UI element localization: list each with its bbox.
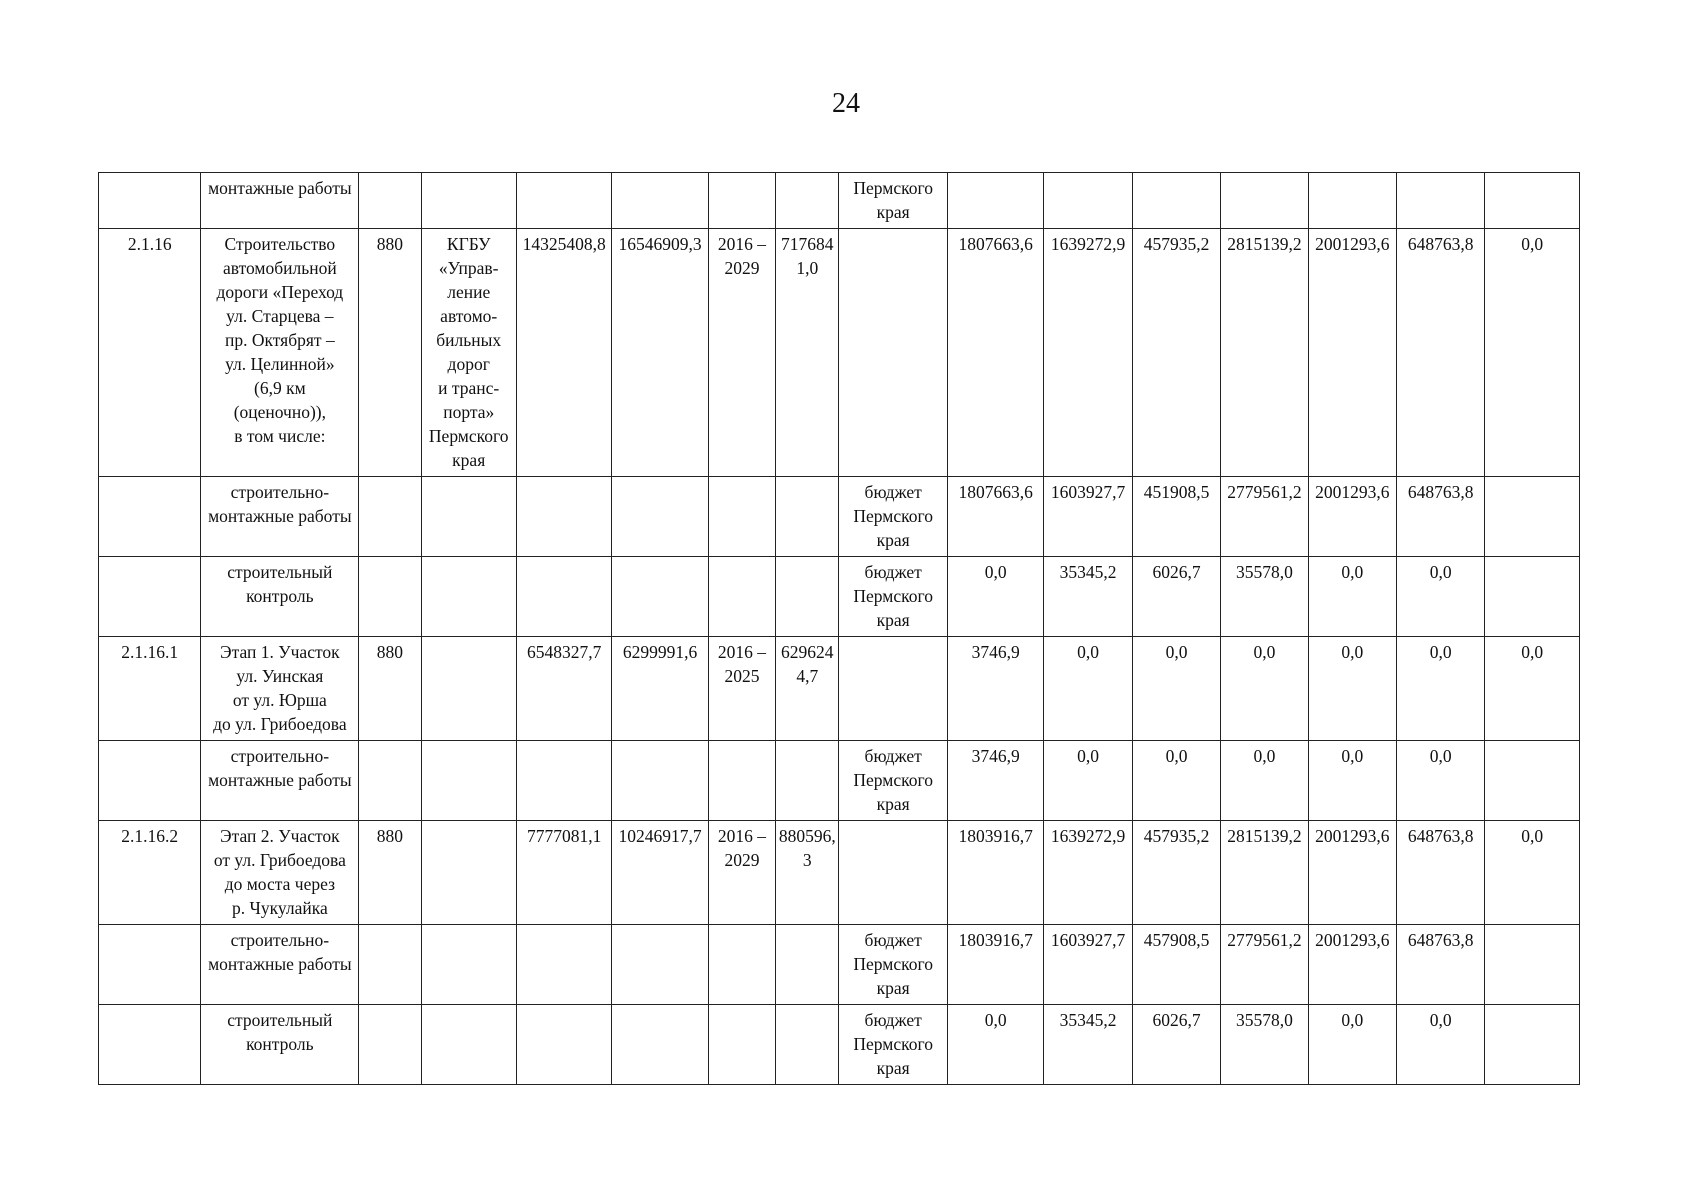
year-3-amount: 451908,5 (1132, 477, 1220, 557)
total-cost-cell (516, 1005, 611, 1085)
item-code: 2.1.16.1 (99, 637, 201, 741)
estimated-cost-cell: 6299991,6 (612, 637, 708, 741)
estimated-cost-cell (612, 173, 708, 229)
item-name: Строительство автомобильной дороги «Переход ул. Старцева – пр. Октябрят – ул. Целинной» (6,9 км (оценочно)), в том числе: (201, 229, 359, 477)
period-cell: 2016 – 2025 (708, 637, 775, 741)
estimated-cost-cell (612, 1005, 708, 1085)
period-cell: 2016 – 2029 (708, 229, 775, 477)
year-1-amount: 0,0 (947, 557, 1043, 637)
year-3-amount: 457935,2 (1132, 229, 1220, 477)
page-number: 24 (832, 88, 860, 119)
estimated-cost-cell: 10246917,7 (612, 821, 708, 925)
table-row (99, 557, 1580, 637)
year-6-amount: 0,0 (1397, 741, 1485, 821)
year-5-amount: 2001293,6 (1308, 477, 1396, 557)
year-7-amount (1485, 925, 1580, 1005)
year-5-amount: 2001293,6 (1308, 229, 1396, 477)
estimated-cost-cell (612, 557, 708, 637)
year-6-amount (1397, 173, 1485, 229)
year-5-amount: 2001293,6 (1308, 821, 1396, 925)
period-cell (708, 477, 775, 557)
object-row (99, 821, 1580, 925)
funding-source-cell (839, 821, 948, 925)
item-name: монтажные работы (201, 173, 359, 229)
year-2-amount: 1603927,7 (1044, 477, 1132, 557)
item-code-880 (359, 741, 421, 821)
executor-cell (421, 1005, 516, 1085)
year-2-amount: 1639272,9 (1044, 821, 1132, 925)
executor-cell (421, 477, 516, 557)
item-code (99, 173, 201, 229)
item-code (99, 557, 201, 637)
funding-source-cell: Пермского края (839, 173, 948, 229)
year-3-amount: 6026,7 (1132, 1005, 1220, 1085)
executor-cell (421, 925, 516, 1005)
table-row (99, 925, 1580, 1005)
item-code: 2.1.16.2 (99, 821, 201, 925)
remaining-cost-cell: 880596, 3 (776, 821, 839, 925)
period-cell (708, 1005, 775, 1085)
funding-source-cell: бюджет Пермского края (839, 557, 948, 637)
year-4-amount: 35578,0 (1221, 1005, 1308, 1085)
remaining-cost-cell (776, 741, 839, 821)
year-1-amount: 1803916,7 (947, 925, 1043, 1005)
year-4-amount: 2815139,2 (1221, 229, 1308, 477)
item-name: строительный контроль (201, 557, 359, 637)
total-cost-cell (516, 741, 611, 821)
remaining-cost-cell: 629624 4,7 (776, 637, 839, 741)
table-row (99, 1005, 1580, 1085)
period-cell (708, 173, 775, 229)
item-code-880: 880 (359, 821, 421, 925)
estimated-cost-cell (612, 925, 708, 1005)
item-name: строительный контроль (201, 1005, 359, 1085)
estimated-cost-cell: 16546909,3 (612, 229, 708, 477)
year-4-amount: 2779561,2 (1221, 477, 1308, 557)
year-6-amount: 0,0 (1397, 1005, 1485, 1085)
item-code (99, 741, 201, 821)
item-code-880 (359, 557, 421, 637)
item-code (99, 477, 201, 557)
funding-source-cell: бюджет Пермского края (839, 925, 948, 1005)
item-code (99, 1005, 201, 1085)
year-5-amount: 2001293,6 (1308, 925, 1396, 1005)
object-row (99, 229, 1580, 477)
estimated-cost-cell (612, 741, 708, 821)
funding-source-cell: бюджет Пермского края (839, 741, 948, 821)
total-cost-cell (516, 477, 611, 557)
object-row (99, 637, 1580, 741)
item-name: Этап 2. Участок от ул. Грибоедова до моста через р. Чукулайка (201, 821, 359, 925)
year-2-amount: 35345,2 (1044, 1005, 1132, 1085)
item-code (99, 925, 201, 1005)
period-cell (708, 741, 775, 821)
remaining-cost-cell (776, 925, 839, 1005)
year-6-amount: 0,0 (1397, 557, 1485, 637)
item-code-880: 880 (359, 637, 421, 741)
year-6-amount: 648763,8 (1397, 925, 1485, 1005)
year-4-amount: 2779561,2 (1221, 925, 1308, 1005)
remaining-cost-cell (776, 557, 839, 637)
remaining-cost-cell: 717684 1,0 (776, 229, 839, 477)
year-3-amount: 6026,7 (1132, 557, 1220, 637)
executor-cell: КГБУ «Управ- ление автомо- бильных дорог и транс- порта» Пермского края (421, 229, 516, 477)
year-6-amount: 0,0 (1397, 637, 1485, 741)
year-4-amount: 0,0 (1221, 741, 1308, 821)
period-cell (708, 925, 775, 1005)
table-row (99, 477, 1580, 557)
funding-source-cell: бюджет Пермского края (839, 477, 948, 557)
budget-table (98, 172, 1580, 1085)
year-1-amount: 0,0 (947, 1005, 1043, 1085)
year-1-amount: 1803916,7 (947, 821, 1043, 925)
item-code-880 (359, 477, 421, 557)
year-2-amount (1044, 173, 1132, 229)
item-name: Этап 1. Участок ул. Уинская от ул. Юрша до ул. Грибоедова (201, 637, 359, 741)
year-5-amount: 0,0 (1308, 1005, 1396, 1085)
year-7-amount (1485, 557, 1580, 637)
estimated-cost-cell (612, 477, 708, 557)
executor-cell (421, 821, 516, 925)
funding-source-cell: бюджет Пермского края (839, 1005, 948, 1085)
year-4-amount: 0,0 (1221, 637, 1308, 741)
year-1-amount: 3746,9 (947, 741, 1043, 821)
year-3-amount: 0,0 (1132, 741, 1220, 821)
total-cost-cell (516, 173, 611, 229)
year-3-amount: 0,0 (1132, 637, 1220, 741)
period-cell: 2016 – 2029 (708, 821, 775, 925)
year-1-amount: 1807663,6 (947, 229, 1043, 477)
year-7-amount (1485, 1005, 1580, 1085)
year-3-amount (1132, 173, 1220, 229)
year-4-amount: 35578,0 (1221, 557, 1308, 637)
item-code-880 (359, 925, 421, 1005)
item-name: строительно- монтажные работы (201, 925, 359, 1005)
year-7-amount (1485, 477, 1580, 557)
year-5-amount: 0,0 (1308, 557, 1396, 637)
year-2-amount: 1639272,9 (1044, 229, 1132, 477)
year-3-amount: 457935,2 (1132, 821, 1220, 925)
year-5-amount (1308, 173, 1396, 229)
year-5-amount: 0,0 (1308, 637, 1396, 741)
executor-cell (421, 741, 516, 821)
item-name: строительно- монтажные работы (201, 477, 359, 557)
year-5-amount: 0,0 (1308, 741, 1396, 821)
total-cost-cell (516, 925, 611, 1005)
executor-cell (421, 173, 516, 229)
item-code-880: 880 (359, 229, 421, 477)
item-code-880 (359, 1005, 421, 1085)
item-code-880 (359, 173, 421, 229)
year-7-amount: 0,0 (1485, 229, 1580, 477)
year-6-amount: 648763,8 (1397, 477, 1485, 557)
table-row (99, 741, 1580, 821)
year-7-amount: 0,0 (1485, 637, 1580, 741)
year-2-amount: 1603927,7 (1044, 925, 1132, 1005)
remaining-cost-cell (776, 477, 839, 557)
year-2-amount: 0,0 (1044, 741, 1132, 821)
year-4-amount: 2815139,2 (1221, 821, 1308, 925)
funding-source-cell (839, 637, 948, 741)
year-2-amount: 35345,2 (1044, 557, 1132, 637)
year-3-amount: 457908,5 (1132, 925, 1220, 1005)
period-cell (708, 557, 775, 637)
year-6-amount: 648763,8 (1397, 229, 1485, 477)
year-7-amount (1485, 173, 1580, 229)
year-2-amount: 0,0 (1044, 637, 1132, 741)
year-1-amount: 3746,9 (947, 637, 1043, 741)
executor-cell (421, 557, 516, 637)
year-1-amount (947, 173, 1043, 229)
remaining-cost-cell (776, 1005, 839, 1085)
total-cost-cell: 7777081,1 (516, 821, 611, 925)
remaining-cost-cell (776, 173, 839, 229)
year-4-amount (1221, 173, 1308, 229)
total-cost-cell: 6548327,7 (516, 637, 611, 741)
total-cost-cell (516, 557, 611, 637)
executor-cell (421, 637, 516, 741)
total-cost-cell: 14325408,8 (516, 229, 611, 477)
funding-source-cell (839, 229, 948, 477)
year-1-amount: 1807663,6 (947, 477, 1043, 557)
year-7-amount (1485, 741, 1580, 821)
item-code: 2.1.16 (99, 229, 201, 477)
year-6-amount: 648763,8 (1397, 821, 1485, 925)
table-row (99, 173, 1580, 229)
year-7-amount: 0,0 (1485, 821, 1580, 925)
item-name: строительно- монтажные работы (201, 741, 359, 821)
